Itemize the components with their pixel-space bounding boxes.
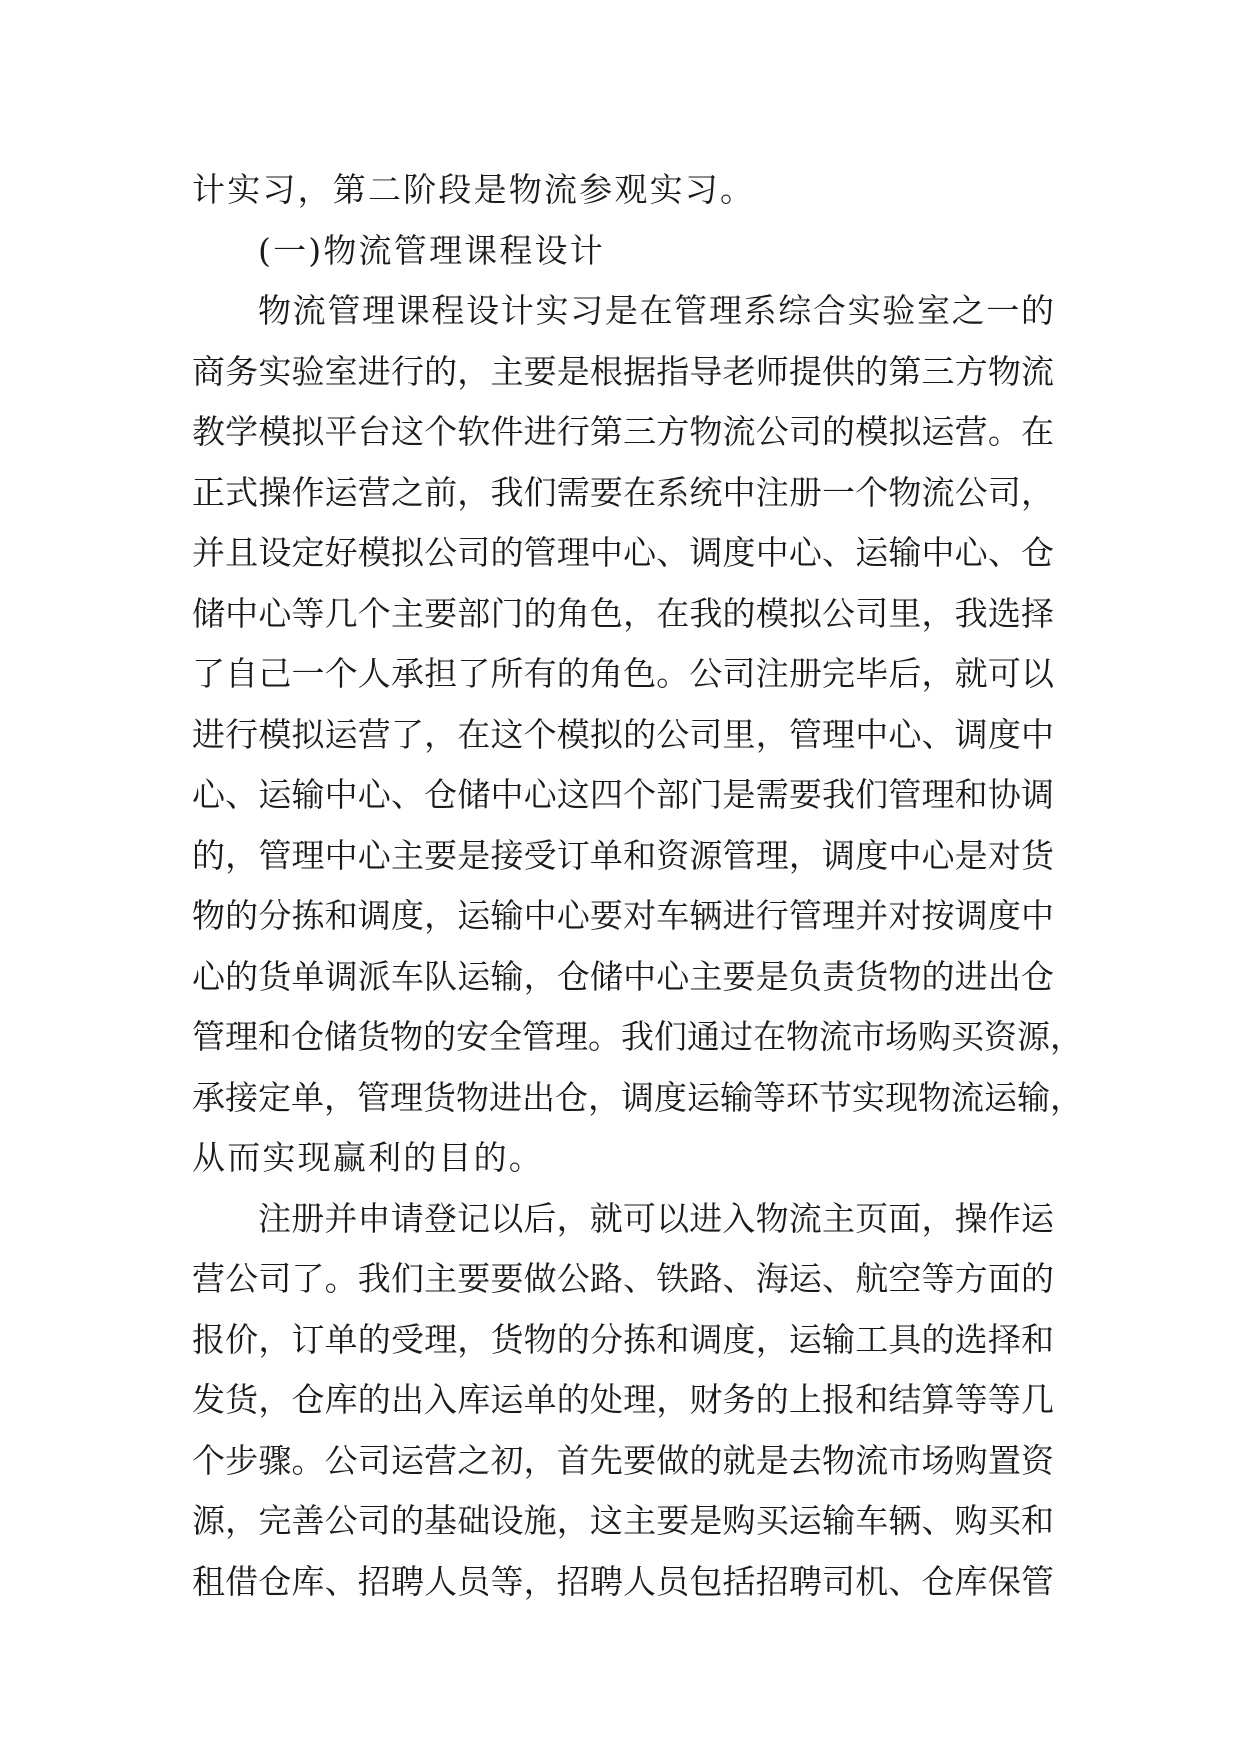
paragraph-line: 储中心等几个主要部门的角色，在我的模拟公司里，我选择 [192, 593, 1054, 633]
paragraph-line: 注册并申请登记以后，就可以进入物流主页面，操作运 [258, 1198, 1054, 1238]
paragraph-line: 个步骤。公司运营之初，首先要做的就是去物流市场购置资 [192, 1440, 1054, 1480]
paragraph-line: 从而实现赢利的目的。 [192, 1138, 544, 1177]
paragraph-line: 商务实验室进行的，主要是根据指导老师提供的第三方物流 [192, 351, 1054, 391]
paragraph-line: 正式操作运营之前，我们需要在系统中注册一个物流公司， [192, 472, 1054, 512]
paragraph-line: 并且设定好模拟公司的管理中心、调度中心、运输中心、仓 [192, 533, 1054, 572]
paragraph-line: 心的货单调派车队运输，仓储中心主要是负责货物的进出仓 [192, 956, 1054, 996]
paragraph-line: 承接定单，管理货物进出仓，调度运输等环节实现物流运输， [192, 1077, 1083, 1117]
document-page [192, 160, 1083, 1612]
paragraph-line: 物流管理课程设计实习是在管理系综合实验室之一的 [258, 291, 1054, 330]
paragraph-line: 进行模拟运营了，在这个模拟的公司里，管理中心、调度中 [192, 714, 1054, 754]
paragraph-line: 报价，订单的受理，货物的分拣和调度，运输工具的选择和 [192, 1319, 1054, 1359]
paragraph-line: 营公司了。我们主要要做公路、铁路、海运、航空等方面的 [192, 1259, 1054, 1298]
paragraph-line: 教学模拟平台这个软件进行第三方物流公司的模拟运营。在 [192, 412, 1054, 451]
paragraph-line: 租借仓库、招聘人员等，招聘人员包括招聘司机、仓库保管 [192, 1561, 1054, 1601]
paragraph-line: 源，完善公司的基础设施，这主要是购买运输车辆、购买和 [192, 1501, 1054, 1540]
paragraph-line: 管理和仓储货物的安全管理。我们通过在物流市场购买资源， [192, 1017, 1083, 1056]
section-heading: (一)物流管理课程设计 [258, 230, 605, 270]
paragraph-line: 发货，仓库的出入库运单的处理，财务的上报和结算等等几 [192, 1380, 1054, 1419]
paragraph-line: 的，管理中心主要是接受订单和资源管理，调度中心是对货 [192, 835, 1054, 875]
paragraph-line: 了自己一个人承担了所有的角色。公司注册完毕后，就可以 [192, 654, 1054, 693]
text-line: 计实习，第二阶段是物流参观实习。 [192, 170, 756, 209]
paragraph-line: 心、运输中心、仓储中心这四个部门是需要我们管理和协调 [192, 775, 1054, 814]
paragraph-line: 物的分拣和调度，运输中心要对车辆进行管理并对按调度中 [192, 896, 1054, 935]
